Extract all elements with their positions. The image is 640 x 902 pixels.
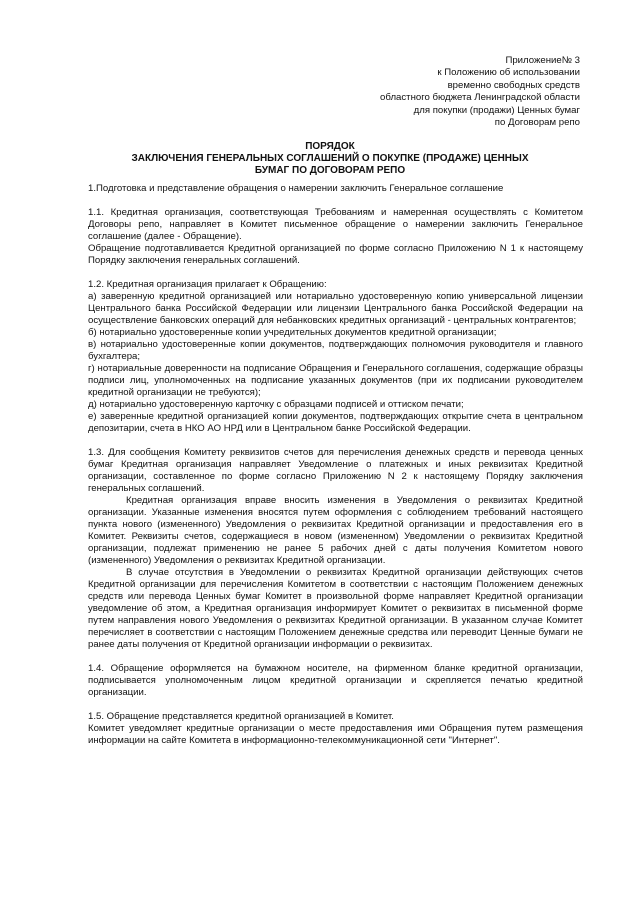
appendix-reference: [280, 55, 580, 129]
paragraph-1-3-changes: Кредитная организация вправе вносить изменения в Уведомления о реквизитах Кредитной организации. Указанные изменения вносятся путем оформления с соблюдением требований настоящего пункта нового (измененного) Уведомления о реквизитах Кредитной организации и предоставления его в Комитет. Реквизиты счетов, содержащиеся в новом (измененном) Уведомлении о реквизитах Кредитной организации, подлежат применению не ранее 5 рабочих дней с даты получения Комитетом нового (измененного) Уведомления о реквизитах Кредитной организации.: [88, 495, 583, 566]
paragraph-1-2: 1.2. Кредитная организация прилагает к Обращению:: [88, 279, 327, 290]
appendix-line: Приложение№ 3: [505, 55, 580, 66]
list-item-b: б) нотариально удостоверенные копии учредительных документов кредитной организации;: [88, 327, 497, 338]
section-heading: 1.Подготовка и представление обращения о намерении заключить Генеральное соглашение: [88, 183, 504, 194]
title-line: ЗАКЛЮЧЕНИЯ ГЕНЕРАЛЬНЫХ СОГЛАШЕНИЙ О ПОКУПКЕ (ПРОДАЖЕ) ЦЕННЫХ: [131, 153, 529, 164]
paragraph-1-5-continued: Комитет уведомляет кредитные организации о месте предоставления ими Обращения путем размещения информации на сайте Комитета в информационно-телекоммуникационной сети "Интернет".: [88, 723, 583, 746]
list-item-d: д) нотариально удостоверенную карточку с образцами подписей и оттиском печати;: [88, 399, 464, 410]
paragraph-1-3: 1.3. Для сообщения Комитету реквизитов счетов для перечисления денежных средств и перевода ценных бумаг Кредитная организация направляет Уведомление о платежных и иных реквизитах Кредитной организации, составленное по форме согласно Приложению N 2 к настоящему Порядку заключения генеральных соглашений.: [88, 447, 583, 494]
paragraph-1-5: 1.5. Обращение представляется кредитной организацией в Комитет.: [88, 711, 394, 722]
appendix-line: временно свободных средств: [447, 79, 580, 91]
list-item-a: а) заверенную кредитной организацией или нотариально удостоверенную копию универсальной лицензии Центрального банка Российской Федерации или лицензии Центрального банка Российской Федерации на осуществление банковских операций для небанковских кредитных организаций - центральных контрагентов;: [88, 291, 583, 326]
title-line: БУМАГ ПО ДОГОВОРАМ РЕПО: [254, 165, 406, 176]
title-line: ПОРЯДОК: [305, 141, 355, 152]
appendix-line: к Положению об использовании: [437, 67, 580, 79]
list-item-g: г) нотариальные доверенности на подписание Обращения и Генерального соглашения, содержащие образцы подписи лиц, уполномоченных на подписание указанных документов (при их подписании руководителем кредитной организации не требуются);: [88, 363, 583, 398]
paragraph-1-1: 1.1. Кредитная организация, соответствующая Требованиям и намеренная осуществлять с Комитетом Договоры репо, направляет в Комитет письменное обращение о намерении заключить Генеральное соглашение (далее - Обращение).: [88, 207, 583, 242]
appendix-line: областного бюджета Ленинградской области: [380, 92, 580, 104]
paragraph-1-1-continued: Обращение подготавливается Кредитной организацией по форме согласно Приложению N 1 к настоящему Порядку заключения генеральных соглашений.: [88, 243, 583, 266]
list-item-e: е) заверенные кредитной организацией копии документов, подтверждающих открытие счета в центральном депозитарии, счета в НКО АО НРД или в Центральном банке Российской Федерации.: [88, 411, 583, 434]
appendix-line: для покупки (продажи) Ценных бумаг: [413, 104, 580, 116]
document-title: [90, 141, 570, 177]
paragraph-1-4: 1.4. Обращение оформляется на бумажном носителе, на фирменном бланке кредитной организации, подписывается уполномоченным лицом кредитной организации и скрепляется печатью кредитной организации.: [88, 663, 583, 698]
list-item-v: в) нотариально удостоверенные копии документов, подтверждающих полномочия руководителя и главного бухгалтера;: [88, 339, 583, 362]
document-body: [88, 183, 583, 747]
appendix-line: по Договорам репо: [494, 117, 580, 129]
paragraph-1-3-absence: В случае отсутствия в Уведомлении о реквизитах Кредитной организации действующих счетов Кредитной организации для перечисления Комитетом в соответствии с настоящим Положением денежных средств или перевода Ценных бумаг Комитет в произвольной форме направляет Кредитной организации уведомление об этом, а Кредитная организация информирует Комитет о реквизитах в письменной форме путем направления нового Уведомления о реквизитах Кредитной организации. В указанном случае Комитет перечисляет в соответствии с настоящим Положением денежные средства или переводит Ценные бумаги не ранее даты получения от Кредитной организации информации о реквизитах.: [88, 567, 583, 650]
